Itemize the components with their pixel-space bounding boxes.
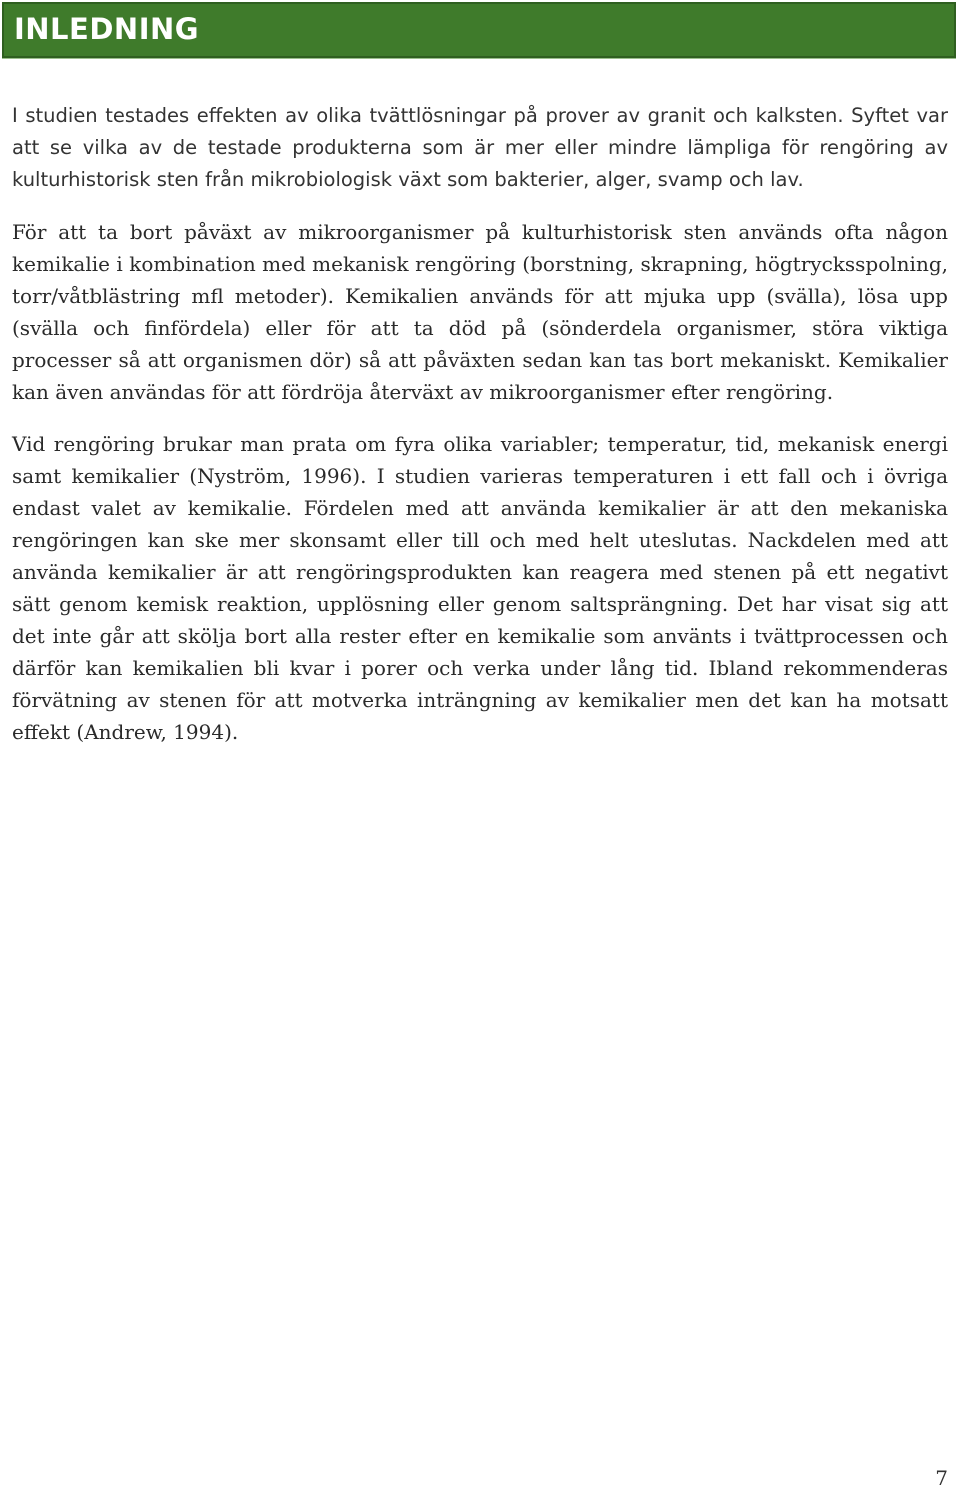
section-heading-bar [2, 2, 956, 58]
paragraph-intro: I studien testades effekten av olika tvättlösningar på prover av granit och kalksten. Syftet var att se vilka av de testade produkterna som är mer eller mindre lämpliga för rengöring av kulturhistorisk sten från mikrobiologisk växt som bakterier, alger, svamp och lav. [12, 104, 948, 191]
section-heading: INLEDNING [14, 12, 200, 46]
paragraph-variables: Vid rengöring brukar man prata om fyra olika variabler; temperatur, tid, mekanisk energi samt kemikalier (Nyström, 1996). I studien varieras temperaturen i ett fall och i övriga endast valet av kemikalie. Fördelen med att använda kemikalier är att den mekaniska rengöringen kan ske mer skonsamt eller till och med helt uteslutas. Nackdelen med att använda kemikalier är att rengöringsprodukten kan reagera med stenen på ett negativt sätt genom kemisk reaktion, upplösning eller genom saltsprängning. Det har visat sig att det inte går att skölja bort alla rester efter en kemikalie som använts i tvättprocessen och därför kan kemikalien bli kvar i porer och verka under lång tid. Ibland rekommenderas förvätning av stenen för att motverka inträngning av kemikalier men det kan ha motsatt effekt (Andrew, 1994). [12, 432, 948, 744]
paragraph-methods: För att ta bort påväxt av mikroorganismer på kulturhistorisk sten används ofta någon kemikalie i kombination med mekanisk rengöring (borstning, skrapning, högtrycksspolning, torr/våtblästring mfl metoder). Kemikalien används för att mjuka upp (svälla), lösa upp (svälla och finfördela) eller för att ta död på (sönderdela organismer, störa viktiga processer så att organismen dör) så att påväxten sedan kan tas bort mekaniskt. Kemikalier kan även användas för att fördröja återväxt av mikroorganismer efter rengöring. [12, 220, 948, 404]
body-text [12, 100, 948, 768]
page-number: 7 [935, 1466, 948, 1490]
